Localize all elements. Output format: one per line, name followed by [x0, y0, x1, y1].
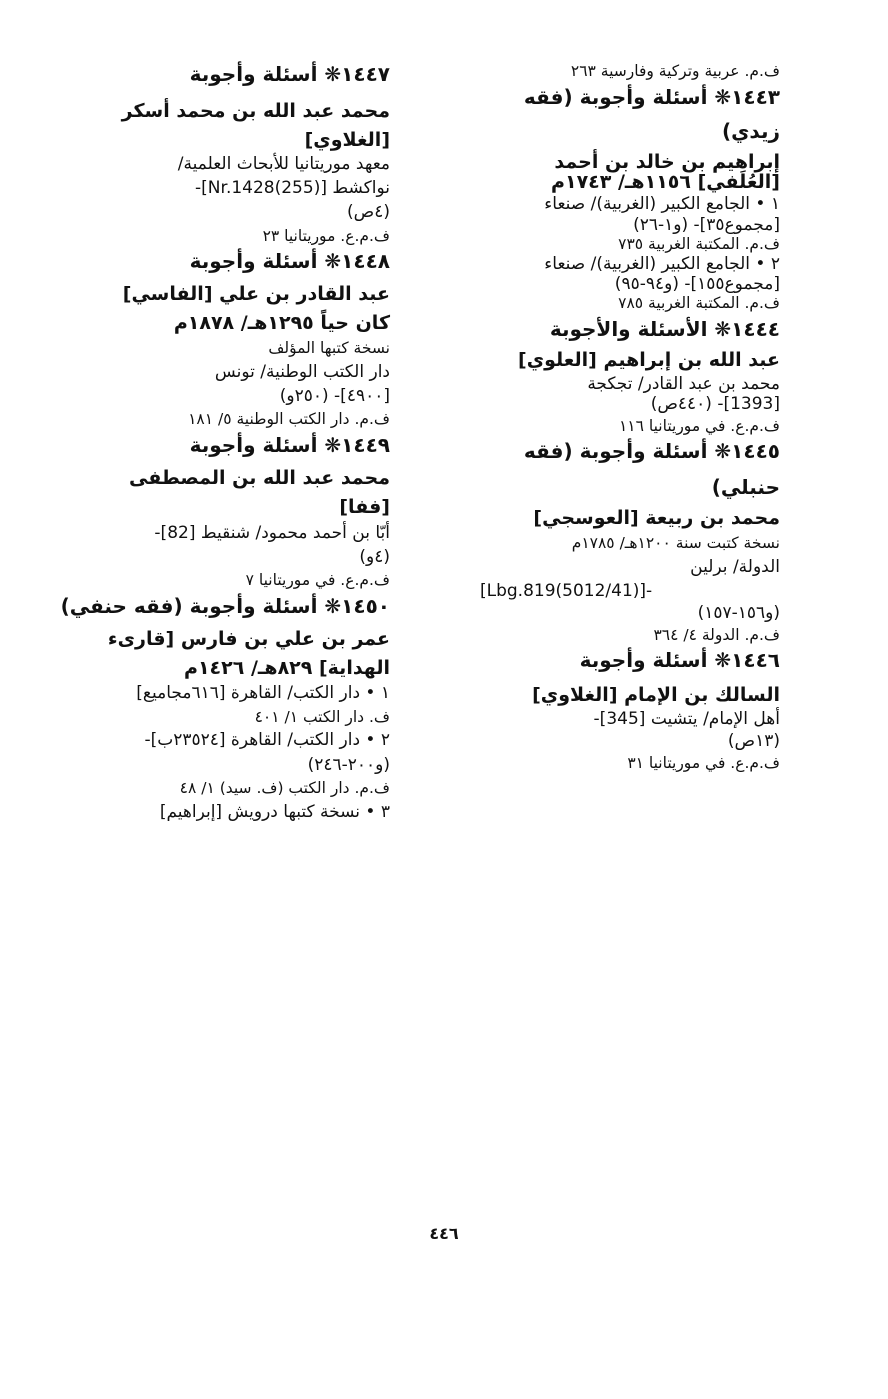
entry-author-1447: محمد عبد الله بن محمد أسكر — [121, 100, 390, 122]
entry-copy-1446-cont: (١٣ص) — [727, 731, 780, 752]
entry-ref-1445: ف.م. الدولة ٤/ ٣٦٤ — [653, 625, 780, 644]
right-column — [440, 62, 780, 772]
entry-heading-1448: ١٤٤٨❋ أسئلة وأجوبة — [189, 249, 390, 274]
entry-author-1446: السالك بن الإمام [الغلاوي] — [532, 684, 780, 707]
entry-copy-1450-2: ٢ • دار الكتب/ القاهرة [٢٣٥٢٤ب]- — [144, 730, 390, 751]
entry-copy-1448-cont: [٤٩٠٠]- (٢٥٠و) — [279, 385, 390, 406]
entry-copy-1446: أهل الإمام/ يتشيت [345]- — [593, 709, 780, 730]
entry-author-1450: عمر بن علي بن فارس [قارىء — [107, 627, 390, 650]
entry-author-1443-cont: [العُلَفي] ١١٥٦هـ/ ١٧٤٣م — [551, 171, 780, 194]
entry-note-1448: نسخة كتبها المؤلف — [268, 338, 390, 357]
entry-copy-1445-cont: [Lbg.819(5012/41)]- — [480, 580, 653, 601]
entry-copy-1450-2-cont: (و٢٠٠-٢٤٦) — [307, 754, 390, 775]
entry-heading-1447: ١٤٤٧❋ أسئلة وأجوبة — [189, 62, 390, 86]
entry-heading-1443: ١٤٤٣❋ أسئلة وأجوبة (فقه — [523, 84, 780, 109]
entry-ref-1444: ف.م.ع. في موريتانيا ١١٦ — [618, 416, 780, 435]
left-column — [50, 62, 390, 822]
entry-copy-1447-folios: (٤ص) — [347, 202, 390, 223]
entry-copy-1447: معهد موريتانيا للأبحاث العلمية/ — [177, 153, 390, 174]
page-number: ٤٤٦ — [429, 1224, 459, 1243]
entry-copy-1450-1: ١ • دار الكتب/ القاهرة [٦١٦مجاميع] — [136, 683, 390, 704]
entry-note-1445: نسخة كتبت سنة ١٢٠٠هـ/ ١٧٨٥م — [571, 533, 780, 552]
entry-author-1449-cont: [ففا] — [339, 495, 390, 518]
entry-heading-1445: ١٤٤٥❋ أسئلة وأجوبة (فقه — [523, 439, 780, 464]
entry-copy-1443-2-cont: [مجموع١٥٥]- (و٩٤-٩٥) — [614, 273, 780, 294]
entry-ref-1447: ف.م.ع. موريتانيا ٢٣ — [262, 226, 390, 245]
entry-ref-1450-2: ف.م. دار الكتب (ف. سيد) ١/ ٤٨ — [179, 779, 390, 798]
entry-author-1444: عبد الله بن إبراهيم [العلوي] — [518, 348, 780, 371]
entry-copy-1443-2: ٢ • الجامع الكبير (الغربية)/ صنعاء — [544, 253, 780, 274]
entry-author-1448: عبد القادر بن علي [الفاسي] — [122, 283, 390, 306]
entry-heading-1444: ١٤٤٤❋ الأسئلة والأجوبة — [549, 316, 780, 341]
entry-copy-1450-3: ٣ • نسخة كتبها درويش [إبراهيم] — [159, 801, 390, 822]
entry-ref-1443-1: ف.م. المكتبة الغربية ٧٣٥ — [618, 234, 780, 253]
entry-copy-1449: أبّا بن أحمد محمود/ شنقيط [82]- — [154, 522, 390, 543]
entry-ref-1449: ف.م.ع. في موريتانيا ٧ — [245, 571, 390, 590]
entry-copy-1443-1-cont: [مجموع٣٥]- (و١-٢٦) — [633, 214, 780, 235]
entry-copy-1445: الدولة/ برلين — [690, 556, 780, 577]
entry-author-1447-cont: [الغلاوي] — [304, 128, 390, 151]
entry-heading-1449: ١٤٤٩❋ أسئلة وأجوبة — [189, 432, 390, 457]
entry-copy-1444-cont: [1393]- (٤٤٠ص) — [650, 394, 780, 415]
entry-copy-1444: محمد بن عبد القادر/ تجكجة — [587, 373, 780, 394]
entry-copy-1448: دار الكتب الوطنية/ تونس — [214, 361, 390, 382]
entry-copy-1443-1: ١ • الجامع الكبير (الغربية)/ صنعاء — [544, 194, 780, 215]
entry-author-1448-cont: كان حياً ١٢٩٥هـ/ ١٨٧٨م — [173, 312, 390, 335]
entry-ref-1446: ف.م.ع. في موريتانيا ٣١ — [627, 753, 780, 772]
entry-ref-1443-2: ف.م. المكتبة الغربية ٧٨٥ — [618, 294, 780, 313]
entry-heading-1443-cont: زيدي) — [721, 118, 780, 143]
entry-author-1450-cont: الهداية] ٨٢٩هـ/ ١٤٢٦م — [184, 656, 390, 679]
entry-copy-1445-folios: (و١٥٦-١٥٧) — [697, 603, 780, 624]
entry-author-1445: محمد بن ربيعة [العوسجي] — [533, 507, 780, 530]
entry-copy-1447-cont: نواكشط [Nr.1428(255)]- — [195, 177, 390, 198]
entry-heading-1446: ١٤٤٦❋ أسئلة وأجوبة — [579, 648, 780, 673]
entry-heading-1450: ١٤٥٠❋ أسئلة وأجوبة (فقه حنفي) — [60, 593, 390, 618]
entry-author-1449: محمد عبد الله بن المصطفى — [128, 466, 390, 489]
entry-ref-1448: ف.م. دار الكتب الوطنية ٥/ ١٨١ — [188, 410, 390, 429]
entry-copy-1449-cont: (٤و) — [359, 546, 390, 567]
right-line-1: ف.م. عربية وتركية وفارسية ٢٦٣ — [570, 62, 780, 80]
entry-author-1443: إبراهيم بن خالد بن أحمد — [554, 150, 780, 173]
entry-heading-1445-cont: حنبلي) — [711, 475, 780, 500]
entry-ref-1450-1: ف. دار الكتب ١/ ٤٠١ — [254, 707, 390, 726]
